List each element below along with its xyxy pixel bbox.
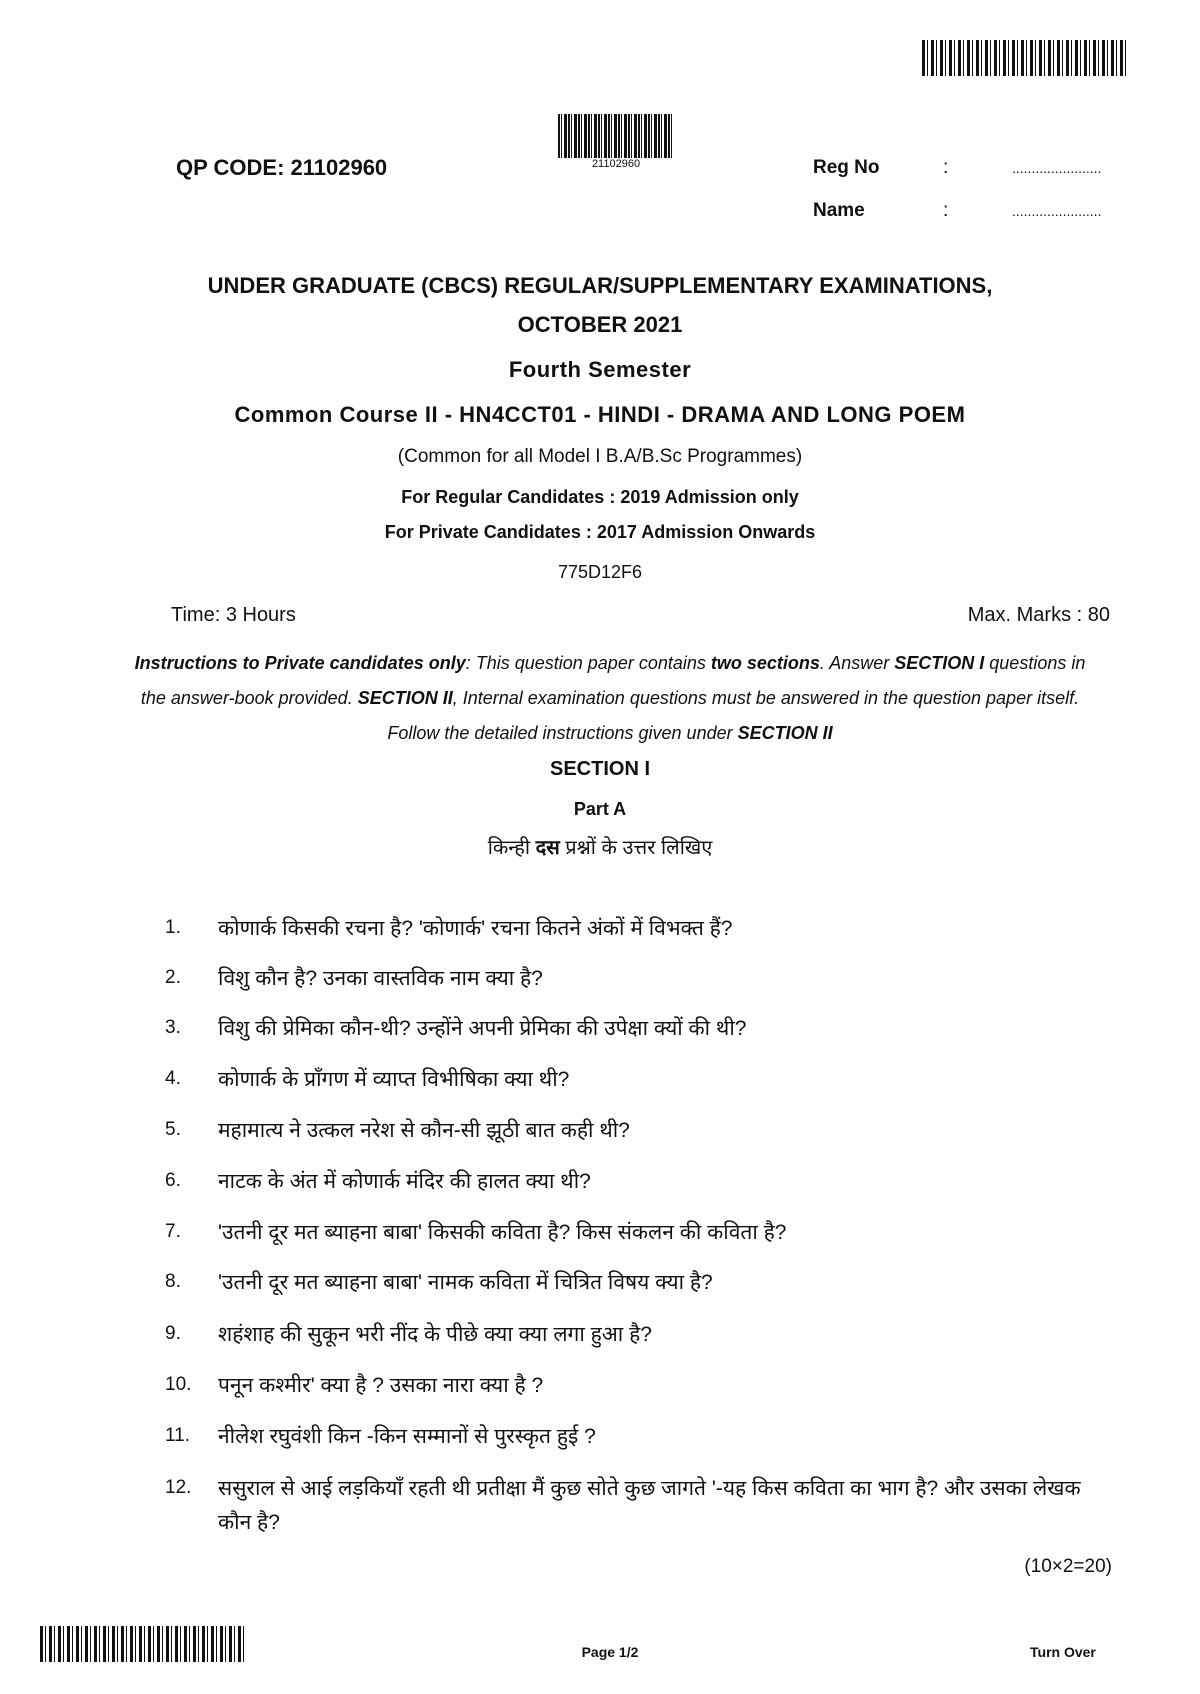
part-title: Part A [573,799,627,819]
question-text: पनून कश्मीर' क्या है ? उसका नारा क्या है ? [218,1374,544,1397]
qr-code-bottom [40,1626,246,1662]
instructions-bold: SECTION II [357,688,453,708]
question-text: महामात्य ने उत्कल नरेश से कौन-सी झूठी बात कही थी? [218,1119,630,1142]
qp-code: QP CODE: 21102960 [176,155,388,180]
reg-no-field: ....................... [1012,160,1102,176]
instructions-bold: SECTION I [894,653,985,673]
instructions-bold: two sections [710,653,820,673]
question-number: 2. [165,967,181,988]
question-text: नीलेश रघुवंशी किन -किन सम्मानों से पुरस्कृत हुई ? [218,1425,596,1448]
qr-code-top [922,40,1128,76]
name-label: Name [813,200,865,221]
instructions-text: , Internal examination questions must be answered in the question paper itself. Follow the detailed instructions given under [387,688,1080,743]
question-text: विशु की प्रेमिका कौन-थी? उन्होंने अपनी प्रेमिका की उपेक्षा क्यों की थी? [218,1017,747,1040]
exam-title-line2: OCTOBER 2021 [517,312,683,337]
reg-no-colon: : [943,157,949,178]
question-text: कोणार्क किसकी रचना है? 'कोणार्क' रचना कितने अंकों में विभक्त हैं? [218,917,733,940]
section-instruction-bold: दस [535,837,560,859]
question-number: 4. [165,1068,181,1089]
paper-code: 775D12F6 [557,562,643,582]
question-number: 9. [165,1323,181,1344]
question-text: 'उतनी दूर मत ब्याहना बाबा' नामक कविता में चित्रित विषय क्या है? [218,1271,713,1294]
exam-time: Time: 3 Hours [171,604,296,626]
question-text: विशु कौन है? उनका वास्तविक नाम क्या है? [218,967,543,990]
instructions-bold: SECTION II [737,723,833,743]
section-instruction-text: प्रश्नों के उत्तर लिखिए [559,837,713,859]
question-number: 5. [165,1119,181,1140]
page-number: Page 1/2 [581,1644,639,1660]
question-text: 'उतनी दूर मत ब्याहना बाबा' किसकी कविता है? किस संकलन की कविता है? [218,1221,787,1244]
instructions [120,646,1100,751]
instructions-text: . Answer [819,653,895,673]
private-candidates: For Private Candidates : 2017 Admission Onwards [384,522,816,542]
instructions-text: questions in the answer-book provided. [140,653,1086,708]
barcode [558,114,674,158]
question-number: 6. [165,1170,181,1191]
regular-candidates: For Regular Candidates : 2019 Admission only [401,487,799,507]
question-number: 1. [165,917,181,938]
marks-total: (10×2=20) [1024,1556,1112,1577]
question-text: नाटक के अंत में कोणार्क मंदिर की हालत क्या थी? [218,1170,591,1193]
question-number: 10. [165,1374,192,1395]
question-number: 12. [165,1477,192,1498]
course-title: Common Course II - HN4CCT01 - HINDI - DRAMA AND LONG POEM [234,402,966,427]
common-for: (Common for all Model I B.A/B.Sc Programmes) [397,446,803,467]
question-number: 3. [165,1017,181,1038]
instructions-lead: Instructions to Private candidates only [134,653,466,673]
question-number: 8. [165,1271,181,1292]
name-colon: : [943,200,949,221]
section-instruction-text: किन्ही [487,837,536,859]
name-field: ....................... [1012,203,1102,219]
instructions-text: : This question paper contains [465,653,711,673]
exam-title-line1: UNDER GRADUATE (CBCS) REGULAR/SUPPLEMENTARY EXAMINATIONS, [207,273,993,298]
question-text: ससुराल से आई लड़कियाँ रहती थी प्रतीक्षा मैं कुछ सोते कुछ जागते '-यह किस कविता का भाग है? और उसका लेखक कौन है? [218,1477,1081,1534]
question-number: 7. [165,1221,181,1242]
question-number: 11. [165,1425,191,1446]
reg-no-label: Reg No [813,157,880,178]
semester: Fourth Semester [508,357,692,382]
turn-over: Turn Over [1030,1644,1096,1660]
section-title: SECTION I [549,758,650,780]
max-marks: Max. Marks : 80 [967,604,1110,626]
question-text: शहंशाह की सुकून भरी नींद के पीछे क्या क्या लगा हुआ है? [218,1323,652,1346]
barcode-number: 21102960 [591,158,641,170]
question-text: कोणार्क के प्राँगण में व्याप्त विभीषिका क्या थी? [218,1068,570,1091]
section-instruction [100,833,1100,860]
